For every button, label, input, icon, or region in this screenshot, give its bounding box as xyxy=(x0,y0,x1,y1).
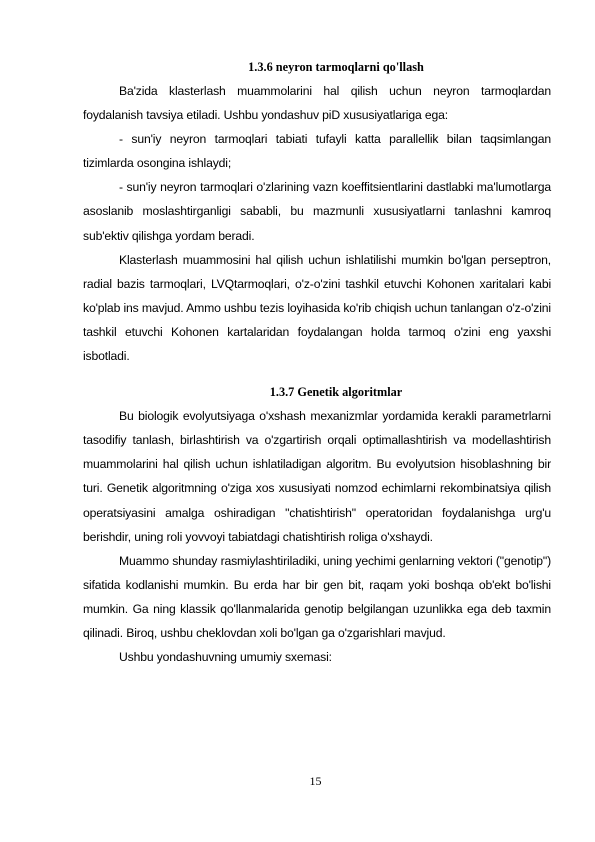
page-number: 15 xyxy=(309,774,322,788)
paragraph: Muammo shunday rasmiylashtiriladiki, uning yechimi genlarning vektori ("genotip") sifatida kodlanishi mumkin. Bu erda har bir gen bit, raqam yoki boshqa ob'ekt bo'lishi mumkin. Ga ning klassik qo'llanmalarida genotip belgilangan uzunlikka ega deb taxmin qilinadi. Biroq, ushbu cheklovdan xoli bo'lgan ga o'zgarishlari mavjud. xyxy=(83,553,551,640)
document-page xyxy=(83,55,551,669)
paragraph: Klasterlash muammosini hal qilish uchun ishlatilishi mumkin bo'lgan perseptron, radial bazis tarmoqlari, LVQtarmoqlari, o'z-o'zini tashkil etuvchi Kohonen xaritalari kabi ko'plab ins mavjud. Ammo ushbu tezis loyihasida ko'rib chiqish uchun tanlangan o'z-o'zini tashkil etuvchi Kohonen kartalaridan foydalangan holda tarmoq o'zini eng yaxshi isbotladi. xyxy=(83,252,551,364)
paragraph: - sun'iy neyron tarmoqlari o'zlarining vazn koeffitsientlarini dastlabki ma'lumotlarga asoslanib moslashtirganligi sababli, bu mazmunli xususiyatlarni tanlashni kamroq sub'ektiv qilishga yordam beradi. xyxy=(83,180,551,243)
section-heading-neural-networks: 1.3.6 neyron tarmoqlarni qo'llash xyxy=(248,60,424,74)
paragraph: Ushbu yondashuvning umumiy sxemasi: xyxy=(119,650,332,665)
section-heading-genetic-algorithms: 1.3.7 Genetik algoritmlar xyxy=(269,385,403,400)
paragraph: Ba'zida klasterlash muammolarini hal qilish uchun neyron tarmoqlardan foydalanish tavsiya etiladi. Ushbu yondashuv piD xususiyatlariga ega: xyxy=(83,84,551,123)
paragraph: Bu biologik evolyutsiyaga o'xshash mexanizmlar yordamida kerakli parametrlarni tasodifiy tanlash, birlashtirish va o'zgartirish orqali optimallashtirish va modellashtirish muammolarini hal qilish uchun ishlatiladigan algoritm. Bu evolyutsion hisoblashning bir turi. Genetik algoritmning o'ziga xos xususiyati nomzod echimlarni rekombinatsiya qilish operatsiyasini amalga oshiradigan "chatishtirish" operatoridan foydalanishga urg'u berishdir, uning roli yovvoyi tabiatdagi chatishtirish roliga o'xshaydi. xyxy=(83,409,551,544)
paragraph: - sun'iy neyron tarmoqlari tabiati tufayli katta parallellik bilan taqsimlangan tizimlarda osongina ishlaydi; xyxy=(83,132,551,171)
